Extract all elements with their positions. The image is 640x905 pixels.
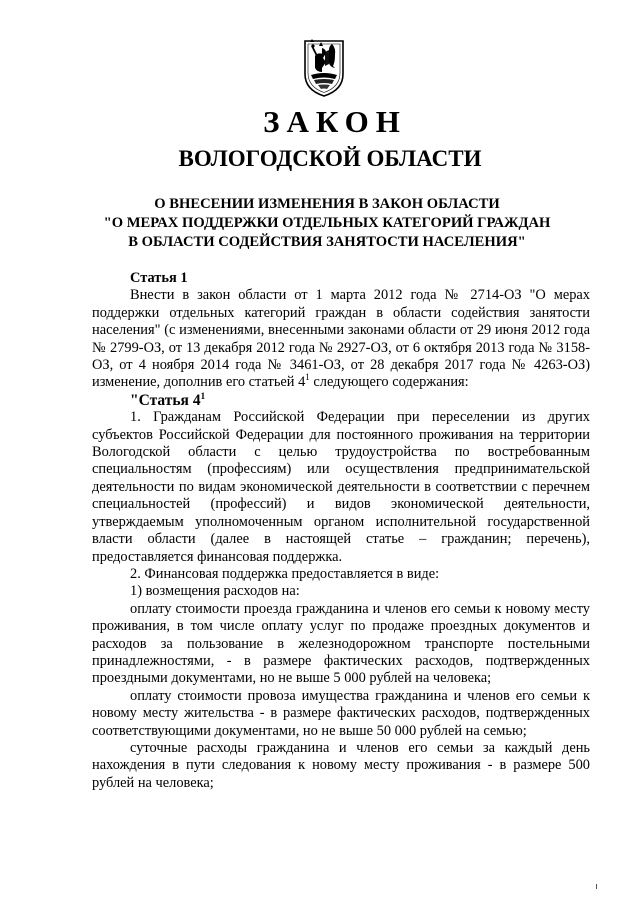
article-4-1-paragraph-4: оплату стоимости проезда гражданина и членов его семьи к новому месту проживания, в том числе оплату услуг по продаже проездных документов и расходов за пользование в железнодорожном транспорте постельными принадлежностями, - в размере фактических расходов, подтвержденных проездными документами, но не выше 5 000 рублей на человека; xyxy=(92,600,590,687)
article-4-1-paragraph-3: 1) возмещения расходов на: xyxy=(130,583,300,600)
scan-mark xyxy=(596,884,597,889)
document-region: ВОЛОГОДСКОЙ ОБЛАСТИ xyxy=(178,146,482,171)
article-1-superscript: 1 xyxy=(305,372,310,383)
coat-of-arms-icon xyxy=(302,38,346,98)
article-4-1-heading xyxy=(92,392,590,409)
article-4-1-paragraph-6: суточные расходы гражданина и членов его семьи за каждый день нахождения в пути следования к новому месту проживания - в размере 500 рублей на человека; xyxy=(92,739,590,791)
law-subtitle-line-1: О ВНЕСЕНИИ ИЗМЕНЕНИЯ В ЗАКОН ОБЛАСТИ xyxy=(154,196,500,212)
article-4-1-paragraph-1: 1. Гражданам Российской Федерации при переселении из других субъектов Российской Федерации для постоянного проживания на территории Вологодской области с целью трудоустройства по востребованным специальностям (профессиям) или осуществления предпринимательской деятельности по видам экономической деятельности в соответствии с перечнем специальностей (профессий) и видов экономической деятельности, утверждаемым уполномоченным органом исполнительной государственной власти области (далее в настоящей статье – гражданин; перечень), предоставляется финансовая поддержка. xyxy=(92,409,590,565)
article-4-1-paragraph-2: 2. Финансовая поддержка предоставляется в виде: xyxy=(130,565,440,582)
article-1-text xyxy=(92,287,590,391)
article-4-1-heading-text: "Статья 4 xyxy=(130,391,201,409)
article-1-text-main: Внести в закон области от 1 марта 2012 года № 2714-ОЗ "О мерах поддержки отдельных категорий граждан в области содействия занятости населения" (с изменениями, внесенными законами области от 29 июня 2012 года № 2799-ОЗ, от 13 декабря 2012 года № 2927-ОЗ, от 6 октября 2013 года № 3158-ОЗ, от 4 ноября 2014 года № 3461-ОЗ, от 28 декабря 2017 года № 4263-ОЗ) изменение, дополнив его статьей 4 xyxy=(92,287,590,391)
article-4-1-paragraph-5: оплату стоимости провоза имущества гражданина и членов его семьи к новому месту жительства - в размере фактических расходов, подтвержденных соответствующими документами, но не выше 50 000 рублей на семью; xyxy=(92,687,590,739)
law-body xyxy=(92,270,590,792)
document-title: ЗАКОН xyxy=(263,104,407,139)
article-1-heading: Статья 1 xyxy=(130,270,188,286)
article-4-1-heading-superscript: 1 xyxy=(200,390,206,401)
article-1-text-tail: следующего содержания: xyxy=(309,374,469,391)
law-subtitle-line-2: "О МЕРАХ ПОДДЕРЖКИ ОТДЕЛЬНЫХ КАТЕГОРИЙ ГРАЖДАН xyxy=(103,215,551,231)
law-subtitle-line-3: В ОБЛАСТИ СОДЕЙСТВИЯ ЗАНЯТОСТИ НАСЕЛЕНИЯ" xyxy=(128,234,526,250)
